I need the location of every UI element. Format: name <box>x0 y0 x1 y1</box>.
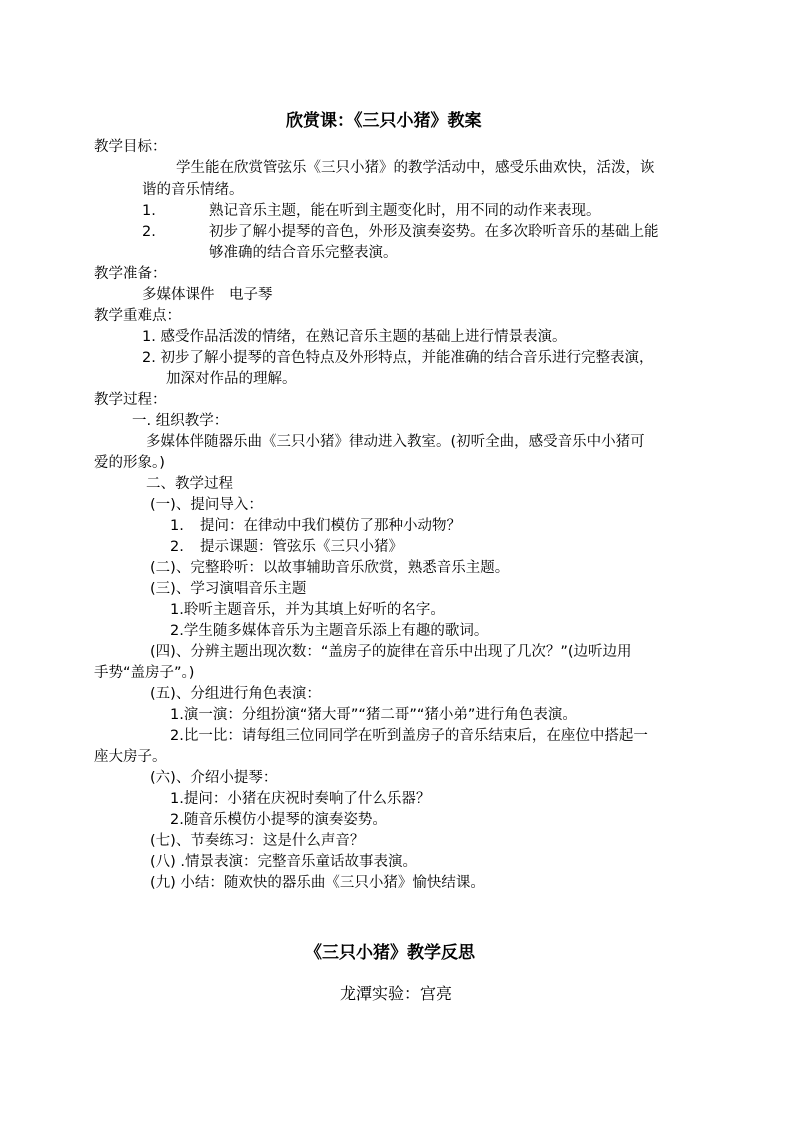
section-3-item-2: 2.学生随多媒体音乐为主题音乐添上有趣的歌词。 <box>170 623 489 639</box>
section-3-item-1: 1.聆听主题音乐，并为其填上好听的名字。 <box>170 602 445 618</box>
section-1: (一)、提问导入： <box>150 497 263 513</box>
goal-intro-line-2: 谐的音乐情绪。 <box>142 182 244 198</box>
author-line: 龙潭实验：宫亮 <box>340 984 453 1003</box>
section-4-line-2: 手势“盖房子”。) <box>94 665 195 681</box>
section-5: (五)、分组进行角色表演： <box>150 686 321 702</box>
section-7: (七)、节奏练习：这是什么声音？ <box>150 833 365 849</box>
section-2: (二)、完整聆听：以故事辅助音乐欣赏，熟悉音乐主题。 <box>150 560 510 576</box>
section-5-item-1: 1.演一演：分组扮演“猪大哥”“猪二哥”“猪小弟”进行角色表演。 <box>170 707 577 723</box>
process-part-2: 二、教学过程 <box>146 476 233 492</box>
section-6: (六)、介绍小提琴： <box>150 770 278 786</box>
prep-items: 多媒体课件 电子琴 <box>142 287 273 303</box>
section-6-item-1: 1.提问：小猪在庆祝时奏响了什么乐器？ <box>170 791 431 807</box>
process-part-1-text-line-2: 爱的形象。) <box>94 455 165 471</box>
reflection-title: 《三只小猪》教学反思 <box>305 943 475 963</box>
section-5-item-2-line-1: 2.比一比：请每组三位同同学在听到盖房子的音乐结束后，在座位中搭起一 <box>170 728 648 744</box>
goal-2-number: 2. <box>142 224 156 240</box>
section-9: (九) 小结：随欢快的器乐曲《三只小猪》愉快结课。 <box>150 875 485 891</box>
process-part-1: 一. 组织教学： <box>132 413 229 429</box>
section-5-item-2-line-2: 座大房子。 <box>94 749 167 765</box>
process-part-1-text-line-1: 多媒体伴随器乐曲《三只小猪》律动进入教室。(初听全曲，感受音乐中小猪可 <box>146 434 645 450</box>
section-3: (三)、学习演唱音乐主题 <box>150 581 307 597</box>
goal-1-number: 1. <box>142 203 156 219</box>
section-1-item-2-number: 2. <box>170 539 184 555</box>
goal-2-text-line-1: 初步了解小提琴的音色，外形及演奏姿势。在多次聆听音乐的基础上能 <box>209 224 659 240</box>
section-8: (八) .情景表演：完整音乐童话故事表演。 <box>150 854 418 870</box>
key-points-heading: 教学重难点： <box>94 308 181 324</box>
goal-1-text: 熟记音乐主题，能在听到主题变化时，用不同的动作来表现。 <box>209 203 601 219</box>
prep-heading: 教学准备： <box>94 266 167 282</box>
goal-intro-line-1: 学生能在欣赏管弦乐《三只小猪》的教学活动中，感受乐曲欢快，活泼，诙 <box>176 160 655 176</box>
section-1-item-1: 提问：在律动中我们模仿了那种小动物？ <box>200 518 461 534</box>
section-1-item-2: 提示课题：管弦乐《三只小猪》 <box>200 539 403 555</box>
section-1-item-1-number: 1. <box>170 518 184 534</box>
goals-heading: 教学目标： <box>94 139 167 155</box>
key-point-2-line-2: 加深对作品的理解。 <box>166 371 297 387</box>
document-title: 欣赏课：《三只小猪》教案 <box>286 111 482 131</box>
section-4-line-1: (四)、分辨主题出现次数：“盖房子的旋律在音乐中出现了几次？”(边听边用 <box>150 644 632 660</box>
process-heading: 教学过程： <box>94 392 167 408</box>
key-point-2-line-1: 2. 初步了解小提琴的音色特点及外形特点，并能准确的结合音乐进行完整表演， <box>142 350 654 366</box>
section-6-item-2: 2.随音乐模仿小提琴的演奏姿势。 <box>170 812 387 828</box>
goal-2-text-line-2: 够准确的结合音乐完整表演。 <box>209 245 398 261</box>
key-point-1: 1. 感受作品活泼的情绪，在熟记音乐主题的基础上进行情景表演。 <box>142 329 567 345</box>
